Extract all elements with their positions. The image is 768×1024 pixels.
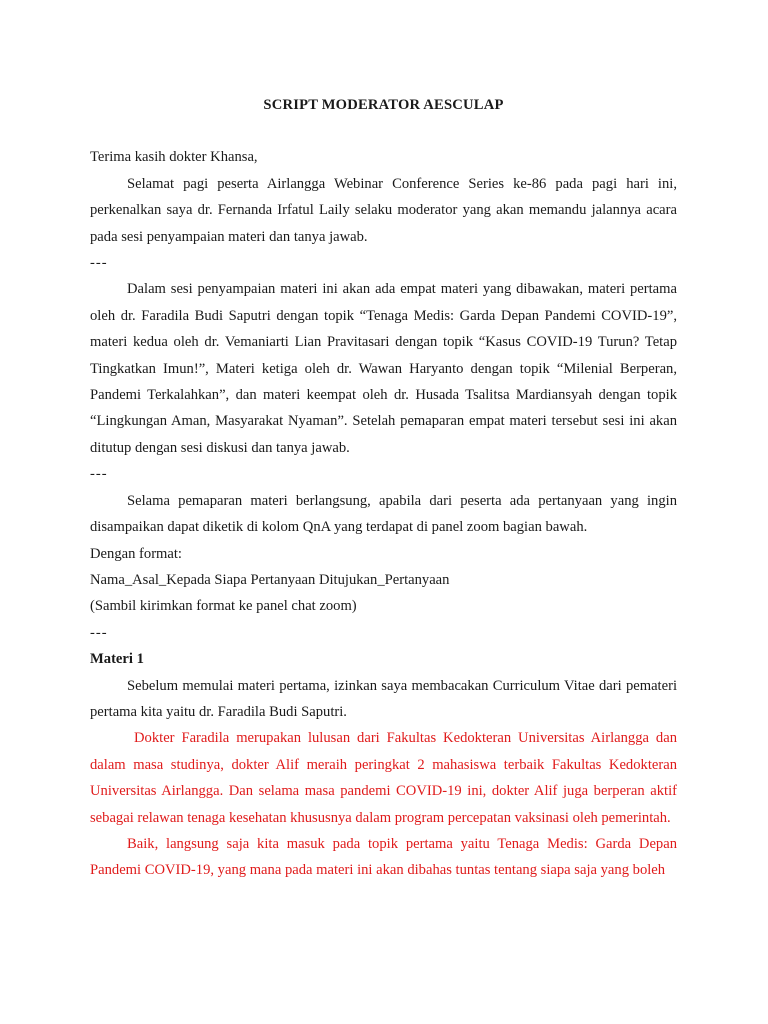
format-label: Dengan format: [90, 545, 182, 562]
materi-1-heading: Materi 1 [90, 651, 144, 668]
qna-paragraph: Selama pemaparan materi berlangsung, apabila dari peserta ada pertanyaan yang ingin disampaikan dapat diketik di kolom QnA yang terdapat di panel zoom bagian bawah. [90, 492, 677, 536]
separator-3: --- [90, 624, 108, 641]
format-note: (Sambil kirimkan format ke panel chat zoom) [90, 598, 357, 615]
separator-1: --- [90, 255, 108, 272]
format-value: Nama_Asal_Kepada Siapa Pertanyaan Ditujukan_Pertanyaan [90, 571, 450, 588]
greeting-paragraph: Terima kasih dokter Khansa, [90, 149, 258, 166]
document-title: SCRIPT MODERATOR AESCULAP [263, 97, 504, 113]
materi-1-intro-paragraph: Sebelum memulai materi pertama, izinkan saya membacakan Curriculum Vitae dari pemateri pertama kita yaitu dr. Faradila Budi Saputri. [90, 677, 677, 720]
intro-paragraph: Selamat pagi peserta Airlangga Webinar Conference Series ke-86 pada pagi hari ini, perkenalkan saya dr. Fernanda Irfatul Laily selaku moderator yang akan memandu jalannya acara pada sesi penyampaian materi dan tanya jawab. [90, 175, 677, 245]
overview-paragraph: Dalam sesi penyampaian materi ini akan ada empat materi yang dibawakan, materi pertama oleh dr. Faradila Budi Saputri dengan topik “Tenaga Medis: Garda Depan Pandemi COVID-19”, materi kedua oleh dr. Vemaniarti Lian Pravitasari dengan topik “Kasus COVID-19 Turun? Tetap Tingkatkan Imun!”, Materi ketiga oleh dr. Wawan Haryanto dengan topik “Milenial Berperan, Pandemi Terkalahkan”, dan materi keempat oleh dr. Husada Tsalitsa Mardiansyah dengan topik “Lingkungan Aman, Masyarakat Nyaman”. Setelah pemaparan empat materi tersebut sesi ini akan ditutup dengan sesi diskusi dan tanya jawab. [90, 281, 677, 456]
separator-2: --- [90, 466, 108, 483]
materi-1-cv-paragraph: Dokter Faradila merupakan lulusan dari Fakultas Kedokteran Universitas Airlangga dan dalam masa studinya, dokter Alif meraih peringkat 2 mahasiswa terbaik Fakultas Kedokteran Universitas Airlangga. Dan selama masa pandemi COVID-19 ini, dokter Alif juga berperan aktif sebagai relawan tenaga kesehatan khususnya dalam program percepatan vaksinasi oleh pemerintah. [90, 730, 677, 826]
document-page [90, 92, 677, 884]
materi-1-topic-paragraph: Baik, langsung saja kita masuk pada topik pertama yaitu Tenaga Medis: Garda Depan Pandemi COVID-19, yang mana pada materi ini akan dibahas tuntas tentang siapa saja yang boleh [90, 835, 677, 879]
